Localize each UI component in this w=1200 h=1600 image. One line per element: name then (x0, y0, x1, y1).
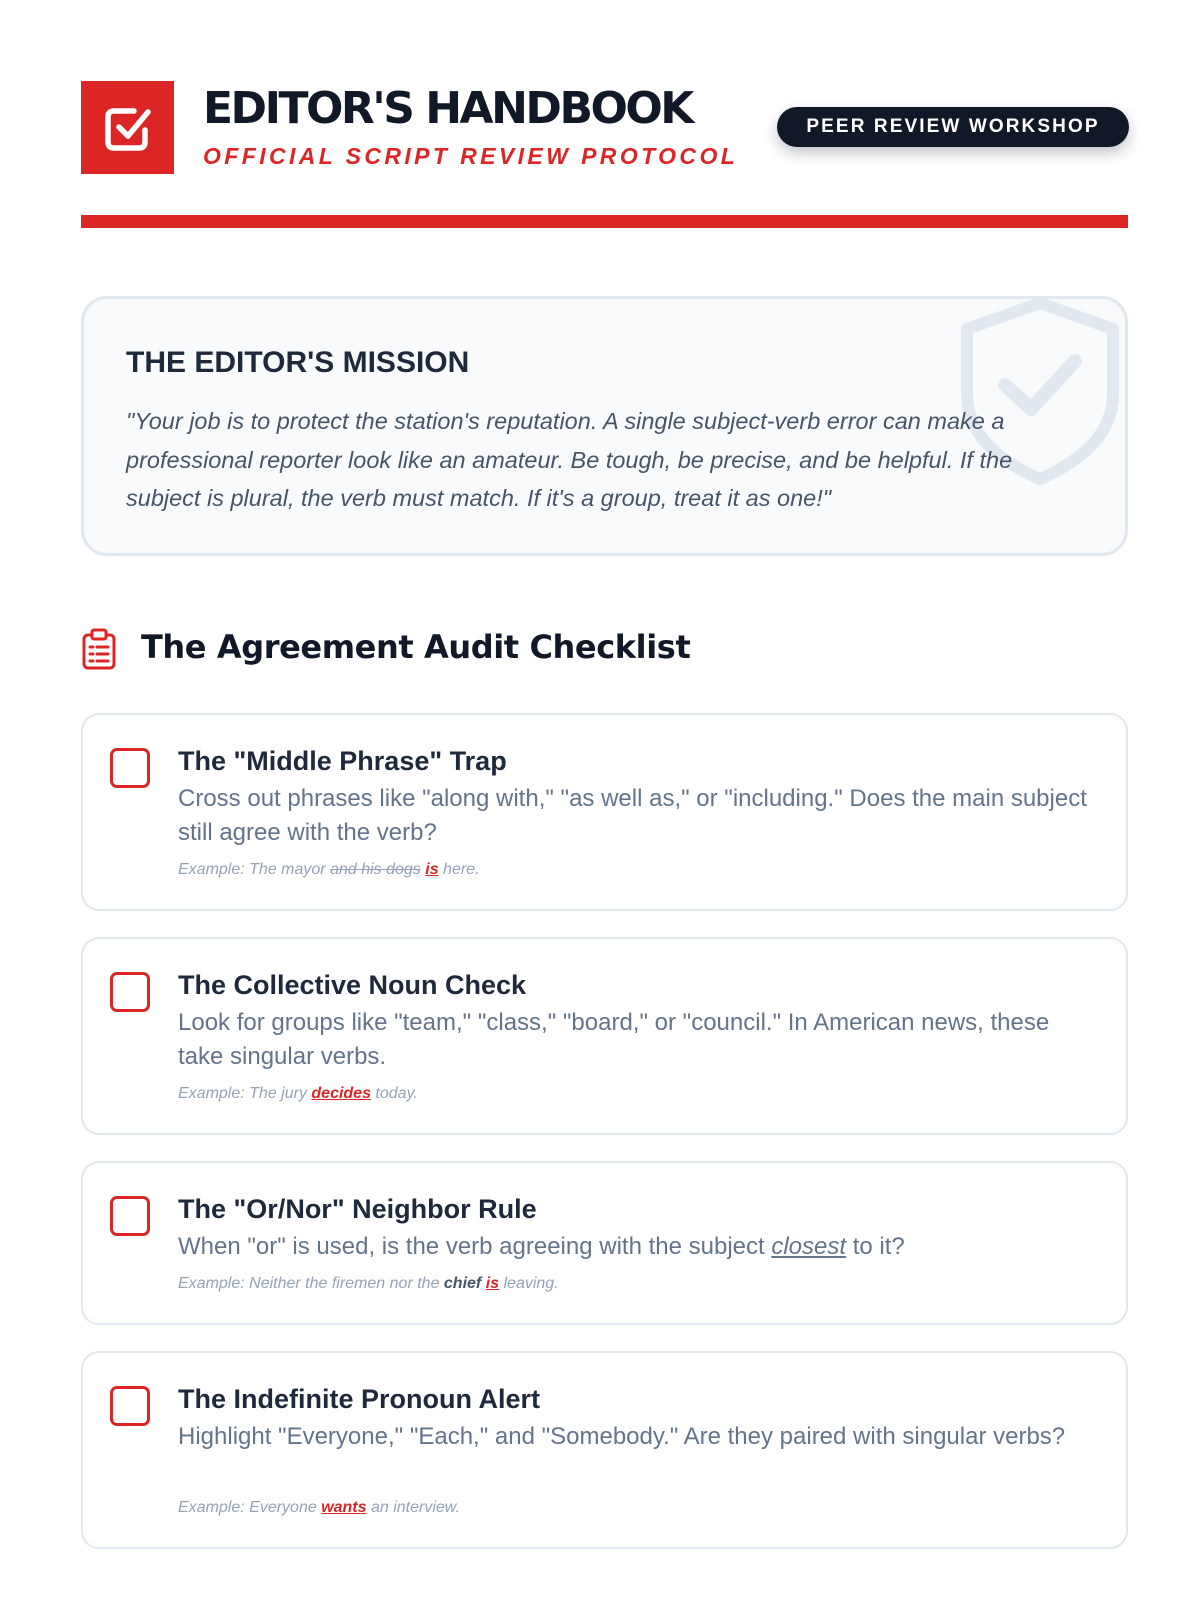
checklist-item (81, 937, 1128, 1135)
item-description: Cross out phrases like "along with," "as well as," or "including." Does the main subject still agree with the verb? (178, 785, 1087, 846)
description-text-end: to it? (846, 1233, 905, 1260)
checkbox-icon (98, 98, 158, 158)
header-divider (81, 215, 1128, 228)
item-description (178, 1230, 1098, 1264)
mission-title: THE EDITOR'S MISSION (126, 346, 470, 379)
checkbox[interactable] (110, 1386, 150, 1426)
checklist-item (81, 713, 1128, 911)
item-title: The "Middle Phrase" Trap (178, 746, 507, 776)
example-suffix: leaving. (499, 1275, 559, 1292)
header (81, 81, 1128, 171)
checkbox[interactable] (110, 748, 150, 788)
mission-card (81, 296, 1128, 556)
highlighted-verb: is (485, 1275, 500, 1292)
workshop-badge: PEER REVIEW WORKSHOP (777, 107, 1129, 147)
item-title: The Collective Noun Check (178, 970, 527, 1000)
subject-word: chief (443, 1275, 482, 1292)
example-text: Example: The mayor (178, 861, 331, 878)
item-example (178, 1275, 559, 1293)
checklist-item (81, 1161, 1128, 1325)
highlighted-verb: is (425, 861, 439, 878)
logo (81, 81, 174, 174)
checklist-item (81, 1351, 1128, 1549)
emphasis-word: closest (771, 1233, 847, 1260)
checklist-heading (81, 626, 1128, 670)
example-text: Example: The jury (178, 1085, 312, 1102)
example-suffix: here. (438, 861, 480, 878)
item-example (178, 1085, 418, 1103)
highlighted-verb: wants (321, 1499, 367, 1516)
example-suffix: today. (370, 1085, 418, 1102)
item-title: The Indefinite Pronoun Alert (178, 1384, 540, 1414)
clipboard-list-icon (81, 628, 117, 670)
item-example (178, 1499, 460, 1517)
checkbox[interactable] (110, 972, 150, 1012)
page-subtitle: OFFICIAL SCRIPT REVIEW PROTOCOL (203, 143, 739, 169)
item-description: Highlight "Everyone," "Each," and "Somebody." Are they paired with singular verbs? (178, 1423, 1066, 1450)
item-example (178, 861, 480, 879)
example-text: Example: Everyone (178, 1499, 322, 1516)
item-description: Look for groups like "team," "class," "board," or "council." In American news, these take singular verbs. (178, 1009, 1050, 1070)
section-title: The Agreement Audit Checklist (141, 628, 691, 666)
item-title: The "Or/Nor" Neighbor Rule (178, 1194, 537, 1224)
example-suffix: an interview. (366, 1499, 460, 1516)
checkbox[interactable] (110, 1196, 150, 1236)
highlighted-verb: decides (311, 1085, 371, 1102)
struck-phrase: and his dogs (330, 861, 421, 878)
page-title: EDITOR'S HANDBOOK (203, 83, 692, 134)
example-text: Example: Neither the firemen nor the (178, 1275, 444, 1292)
mission-quote: "Your job is to protect the station's reputation. A single subject-verb error can make a professional reporter look like an amateur. Be tough, be precise, and be helpful. If the subject is plural, the verb must match. If it's a group, treat it as one!" (126, 408, 1013, 511)
description-text: When "or" is used, is the verb agreeing with the subject (178, 1233, 772, 1260)
